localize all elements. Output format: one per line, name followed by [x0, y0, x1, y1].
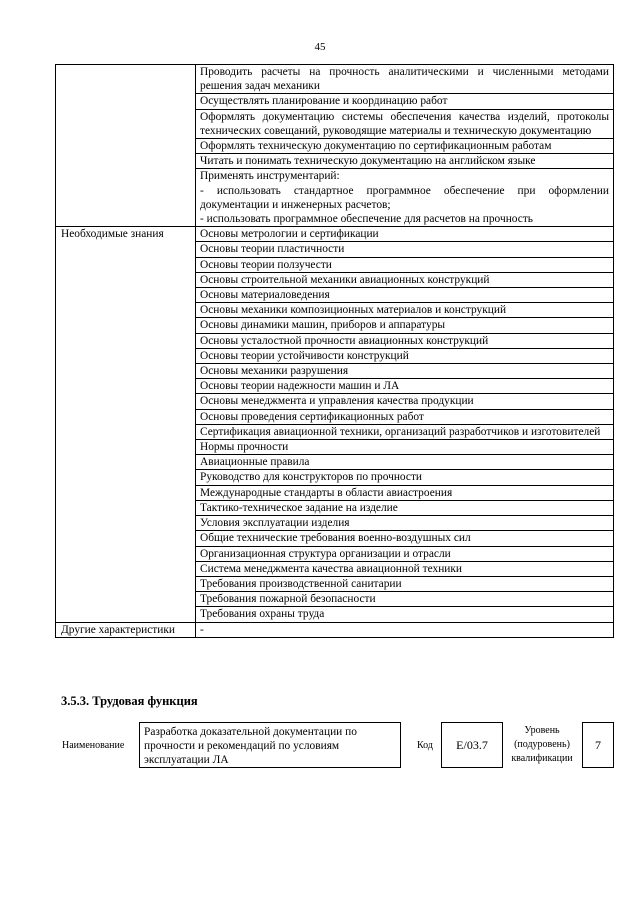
- other-row: [56, 622, 614, 637]
- row-text: Основы теории ползучести: [196, 257, 614, 272]
- code-label: Код: [417, 740, 433, 751]
- row-text: Общие технические требования военно-воздушных сил: [196, 531, 614, 546]
- row-text: Требования производственной санитарии: [196, 576, 614, 591]
- row-text: Оформлять документацию системы обеспечения качества изделий, протоколы технических совещаний, руководящие материалы и техническую документацию: [196, 109, 614, 138]
- level-label: Уровень (подуровень) квалификации: [511, 725, 573, 764]
- row-text: Условия эксплуатации изделия: [196, 516, 614, 531]
- name-value-box: Разработка доказательной документации по прочности и рекомендаций по условиям эксплуатации ЛА: [139, 722, 401, 768]
- row-text: Нормы прочности: [196, 440, 614, 455]
- skills-row: [56, 65, 614, 94]
- row-text: -: [196, 622, 614, 637]
- knowledge-row: [56, 227, 614, 242]
- row-text: Требования пожарной безопасности: [196, 592, 614, 607]
- row-text: Основы динамики машин, приборов и аппаратуры: [196, 318, 614, 333]
- row-text: Основы теории надежности машин и ЛА: [196, 379, 614, 394]
- row-text: Система менеджмента качества авиационной техники: [196, 561, 614, 576]
- row-text: Международные стандарты в области авиастроения: [196, 485, 614, 500]
- requirements-table: [55, 64, 614, 638]
- row-text: Осуществлять планирование и координацию работ: [196, 94, 614, 109]
- row-text: Основы материаловедения: [196, 288, 614, 303]
- row-text: Основы теории устойчивости конструкций: [196, 348, 614, 363]
- name-label: Наименование: [62, 740, 125, 751]
- row-text: Проводить расчеты на прочность аналитическими и численными методами решения задач механики: [196, 65, 614, 94]
- requirements-table-body: [56, 65, 614, 638]
- row-text: Основы механики композиционных материалов и конструкций: [196, 303, 614, 318]
- row-text: Сертификация авиационной техники, организаций разработчиков и изготовителей: [196, 424, 614, 439]
- row-text: Основы механики разрушения: [196, 364, 614, 379]
- page-number: 45: [314, 41, 326, 53]
- row-text: Основы проведения сертификационных работ: [196, 409, 614, 424]
- row-group-label: [56, 65, 196, 227]
- row-group-label: Необходимые знания: [56, 227, 196, 622]
- row-text: Тактико-техническое задание на изделие: [196, 500, 614, 515]
- row-text: Основы теории пластичности: [196, 242, 614, 257]
- row-text: Основы менеджмента и управления качества продукции: [196, 394, 614, 409]
- row-text: Авиационные правила: [196, 455, 614, 470]
- row-text: Применять инструментарий: - использовать стандартное программное обеспечение при оформлении документации и инженерных расчетов; - использовать программное обеспечение для расчетов на прочность: [196, 169, 614, 227]
- code-value-box: E/03.7: [441, 722, 503, 768]
- row-text: Основы усталостной прочности авиационных конструкций: [196, 333, 614, 348]
- row-text: Руководство для конструкторов по прочности: [196, 470, 614, 485]
- row-text: Основы метрологии и сертификации: [196, 227, 614, 242]
- row-text: Основы строительной механики авиационных конструкций: [196, 272, 614, 287]
- row-text: Требования охраны труда: [196, 607, 614, 622]
- section-heading: 3.5.3. Трудовая функция: [61, 694, 198, 708]
- row-text: Оформлять техническую документацию по сертификационным работам: [196, 139, 614, 154]
- level-value-box: 7: [582, 722, 614, 768]
- row-text: Организационная структура организации и отрасли: [196, 546, 614, 561]
- row-text: Читать и понимать техническую документацию на английском языке: [196, 154, 614, 169]
- row-group-label: Другие характеристики: [56, 622, 196, 637]
